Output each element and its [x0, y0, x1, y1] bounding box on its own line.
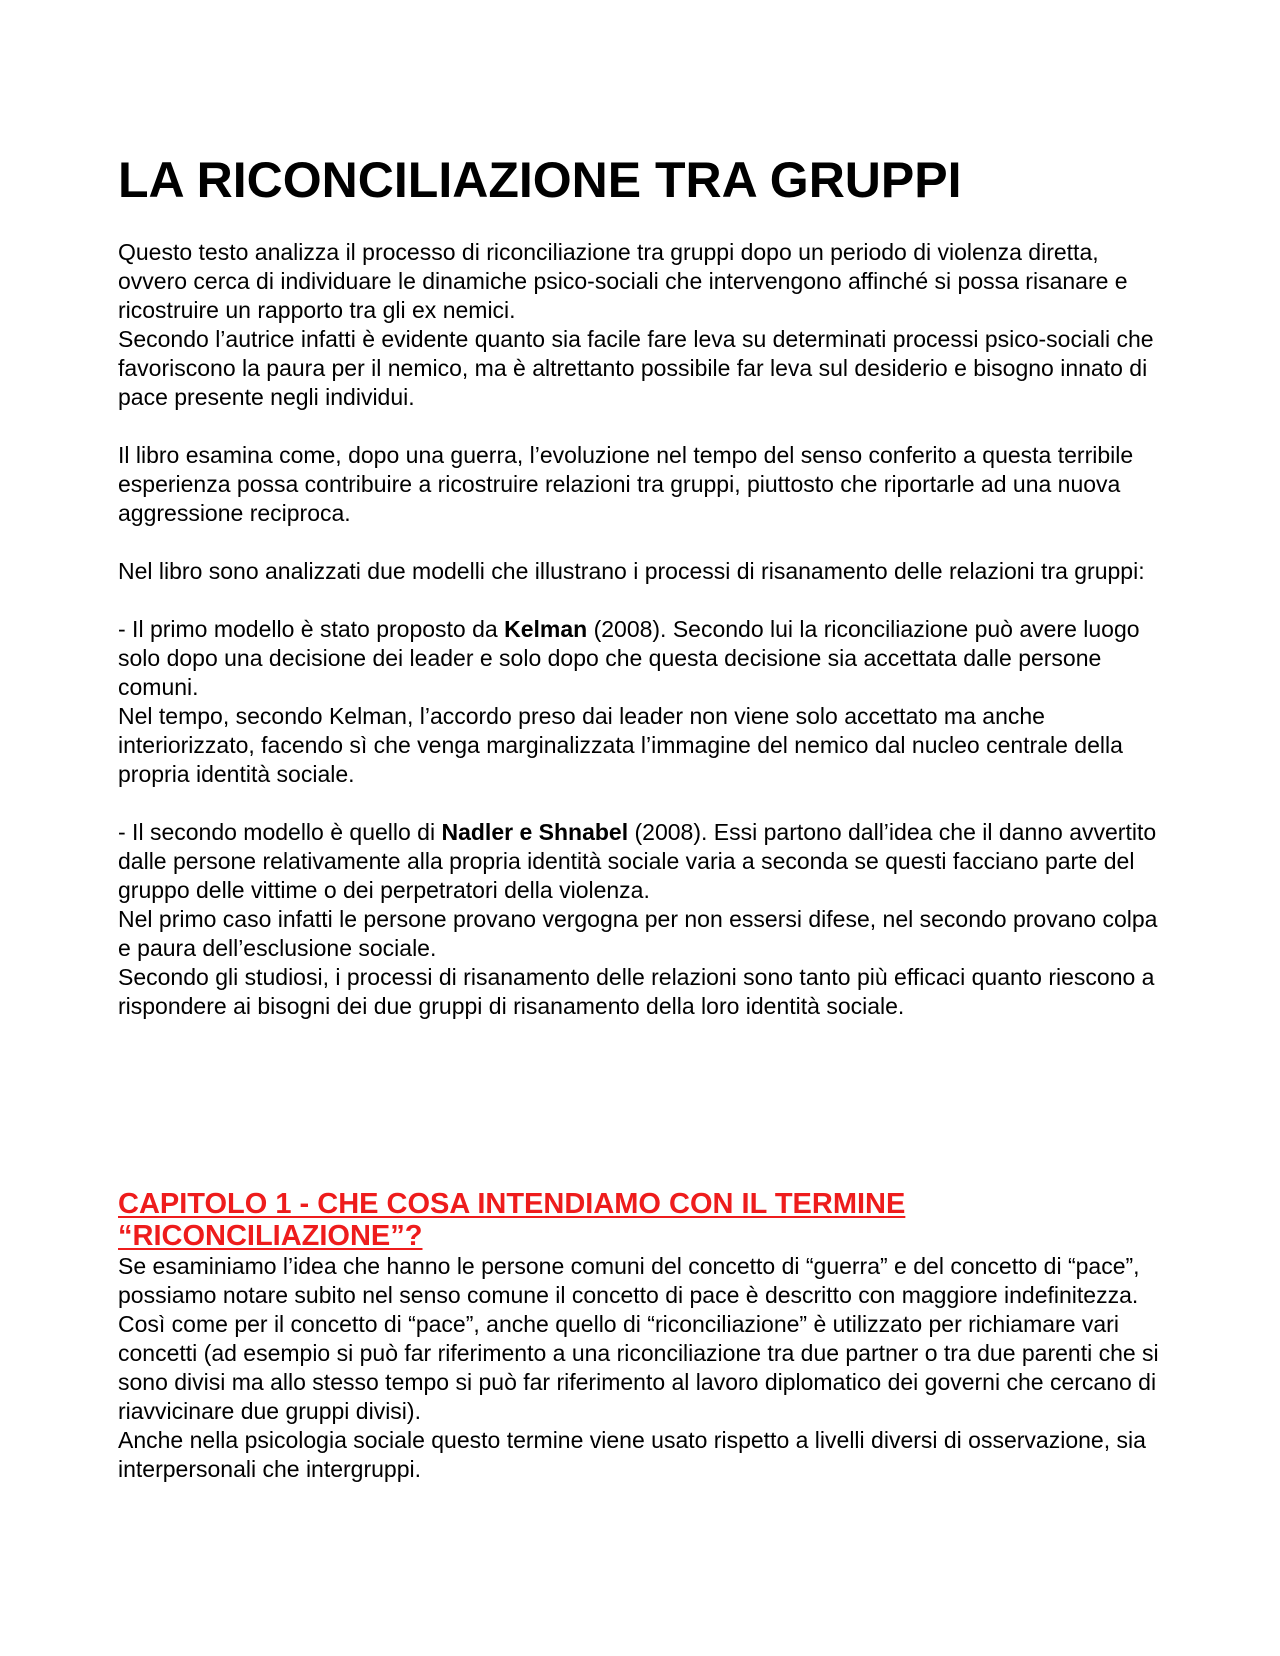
model-2-paragraph [118, 818, 1168, 905]
intro-paragraph-4: Nel libro sono analizzati due modelli che illustrano i processi di risanamento delle relazioni tra gruppi: [118, 558, 1145, 584]
model-1-prefix: - Il primo modello è stato proposto da [118, 616, 505, 642]
intro-section [118, 238, 1168, 1021]
model-2-continuation-2: Secondo gli studiosi, i processi di risanamento delle relazioni sono tanto più efficaci quanto riescono a rispondere ai bisogni dei due gruppi di risanamento della loro identità sociale. [118, 964, 1155, 1019]
model-1-suffix: (2008). Secondo lui la riconciliazione può avere luogo solo dopo una decisione dei leader e solo dopo che questa decisione sia accettata dalle persone comuni. [118, 616, 1140, 700]
page-title: LA RICONCILIAZIONE TRA GRUPPI [118, 152, 962, 208]
model-1-continuation: Nel tempo, secondo Kelman, l’accordo preso dai leader non viene solo accettato ma anche interiorizzato, facendo sì che venga marginalizzata l’immagine del nemico dal nucleo centrale della propria identità sociale. [118, 703, 1123, 787]
model-2-author: Nadler e Shnabel [441, 819, 629, 845]
intro-paragraph-1: Questo testo analizza il processo di riconciliazione tra gruppi dopo un periodo di violenza diretta, ovvero cerca di individuare le dinamiche psico-sociali che intervengono affinché si possa risanare e ricostruire un rapporto tra gli ex nemici. [118, 239, 1128, 323]
model-2-continuation-1: Nel primo caso infatti le persone provano vergogna per non essersi difese, nel secondo provano colpa e paura dell’esclusione sociale. [118, 906, 1158, 961]
model-2-prefix: - Il secondo modello è quello di [118, 819, 442, 845]
chapter-1-heading-line-2: “RICONCILIAZIONE”? [118, 1220, 423, 1252]
paragraph-gap [118, 528, 1168, 557]
chapter-1-heading-line-1: CAPITOLO 1 - CHE COSA INTENDIAMO CON IL TERMINE [118, 1188, 906, 1220]
model-1-author: Kelman [504, 616, 588, 642]
paragraph-gap [118, 586, 1168, 615]
chapter-1-heading [118, 1188, 1168, 1252]
chapter-1-paragraph-3: Anche nella psicologia sociale questo termine viene usato rispetto a livelli diversi di osservazione, sia interpersonali che intergruppi. [118, 1427, 1146, 1482]
intro-paragraph-2: Secondo l’autrice infatti è evidente quanto sia facile fare leva su determinati processi psico-sociali che favoriscono la paura per il nemico, ma è altrettanto possibile far leva sul desiderio e bisogno innato di pace presente negli individui. [118, 326, 1154, 410]
chapter-1-paragraph-2: Così come per il concetto di “pace”, anche quello di “riconciliazione” è utilizzato per richiamare vari concetti (ad esempio si può far riferimento a una riconciliazione tra due partner o tra due parenti che si sono divisi ma allo stesso tempo si può far riferimento al lavoro diplomatico dei governi che cercano di riavvicinare due gruppi divisi). [118, 1311, 1159, 1424]
chapter-1-paragraph-1: Se esaminiamo l’idea che hanno le persone comuni del concetto di “guerra” e del concetto di “pace”, possiamo notare subito nel senso comune il concetto di pace è descritto con maggiore indefinitezza. [118, 1253, 1140, 1308]
chapter-1-section [118, 1188, 1168, 1484]
intro-paragraph-3: Il libro esamina come, dopo una guerra, l’evoluzione nel tempo del senso conferito a questa terribile esperienza possa contribuire a ricostruire relazioni tra gruppi, piuttosto che riportarle ad una nuova aggressione reciproca. [118, 442, 1134, 526]
paragraph-gap [118, 412, 1168, 441]
model-1-paragraph [118, 615, 1168, 702]
model-2-suffix: (2008). Essi partono dall’idea che il danno avvertito dalle persone relativamente alla propria identità sociale varia a seconda se questi facciano parte del gruppo delle vittime o dei perpetratori della violenza. [118, 819, 1157, 903]
paragraph-gap [118, 789, 1168, 818]
